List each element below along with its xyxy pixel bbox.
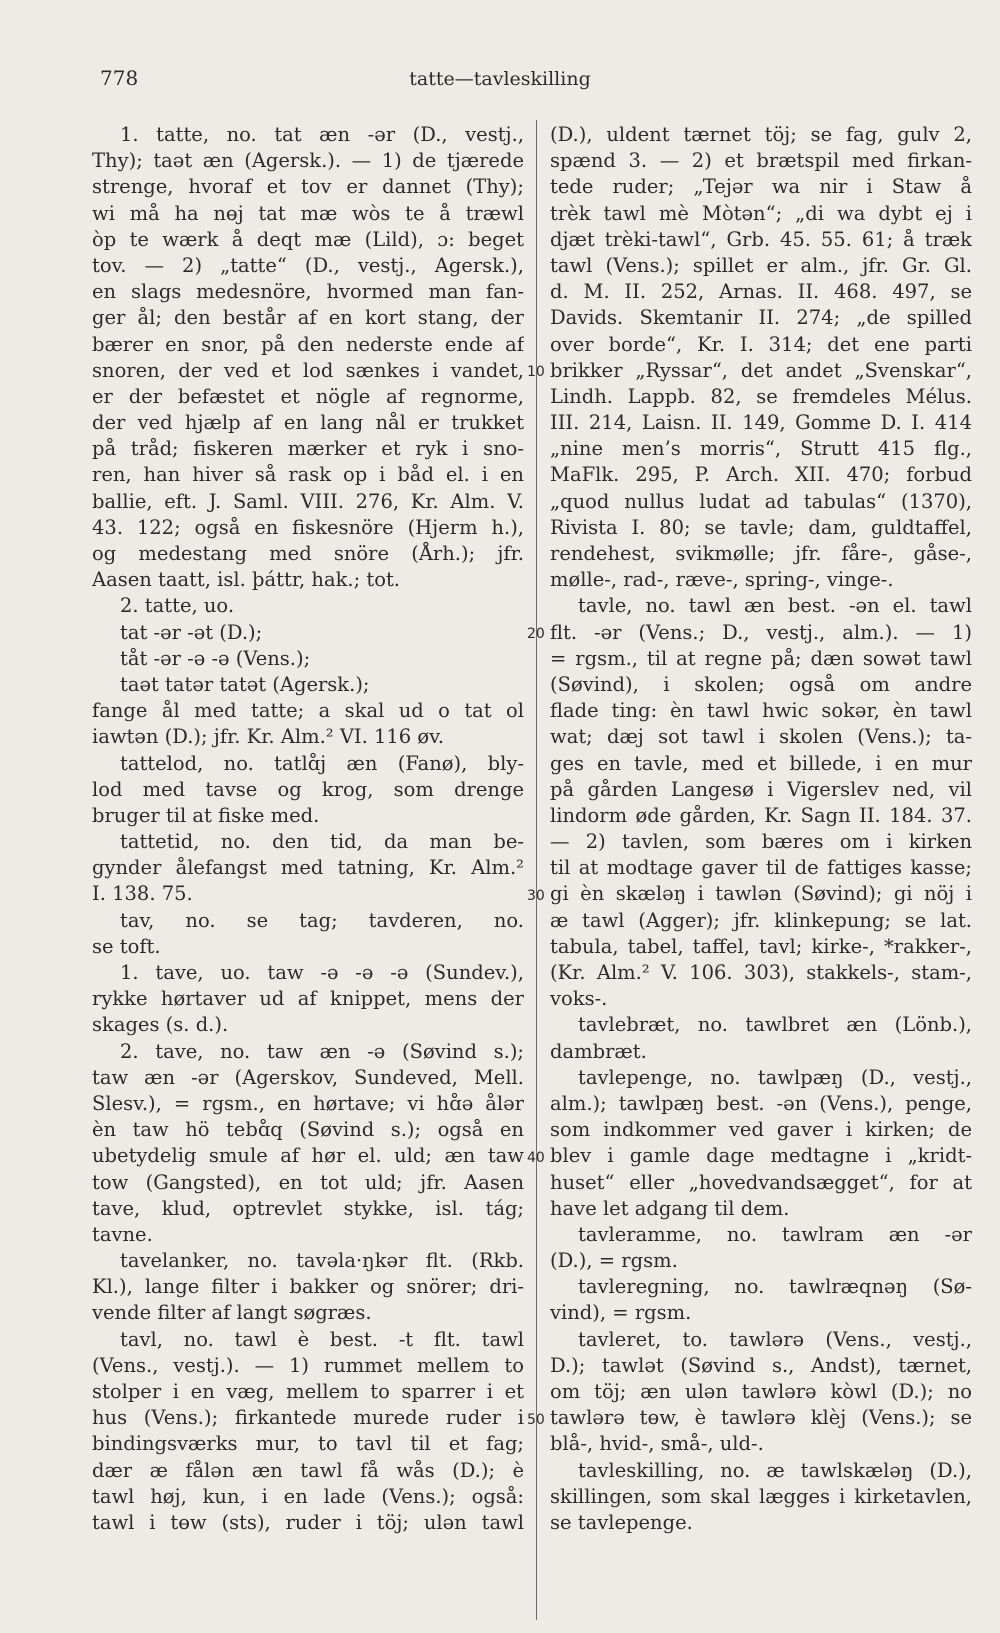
text-line: tattelod, no. tatlɑ̊j æn (Fanø), bly- [120, 751, 524, 775]
text-line: vende filter af langt søgræs. [92, 1301, 372, 1325]
text-line: tov. — 2) „tatte“ (D., vestj., Agersk.), [92, 253, 524, 277]
text-line: èn taw hö tebɑ̊q (Søvind s.); også en [92, 1118, 524, 1142]
text-line: Lindh. Lappb. 82, se fremdeles Mélus. [550, 384, 972, 408]
text-line: tavlebræt, no. tawlbret æn (Lönb.), [578, 1013, 972, 1037]
text-line: „quod nullus ludat ad tabulas“ (1370), [550, 489, 972, 513]
text-line: djæt trèki-tawl“, Grb. 45. 55. 61; å træk [550, 227, 972, 251]
text-line: MaFlk. 295, P. Arch. XII. 470; forbud [550, 463, 972, 487]
text-line: 43. 122; også en fiskesnöre (Hjerm h.), [92, 515, 524, 539]
text-line: tavlepenge, no. tawlpæŋ (D., vestj., [578, 1065, 972, 1089]
text-line: blå-, hvid-, små-, uld-. [550, 1432, 764, 1456]
line-number: 20 [527, 625, 545, 642]
text-line: ren, han hiver så rask op i båd el. i en [92, 463, 524, 487]
text-line: dambræt. [550, 1039, 647, 1063]
text-line: I. 138. 75. [92, 882, 193, 906]
text-line: skages (s. d.). [92, 1013, 229, 1037]
text-line: skillingen, som skal lægges i kirketavlen, [550, 1484, 972, 1508]
text-line: ges en tavle, med et billede, i en mur [550, 751, 972, 775]
text-line: tavelanker, no. tavəla·ŋkər flt. (Rkb. [120, 1249, 524, 1273]
text-line: se toft. [92, 934, 161, 958]
text-line: òp te wærk å deqt mæ (Lild), ɔ: beget [92, 227, 524, 251]
text-line: en slags medesnöre, hvormed man fan- [92, 280, 524, 304]
text-line: huset“ eller „hovedvandsægget“, for at [550, 1170, 972, 1194]
text-line: tavl, no. tawl è best. -t flt. tawl [120, 1327, 524, 1351]
line-number: 30 [527, 887, 545, 904]
text-line: og medestang med snöre (Årh.); jfr. [92, 542, 524, 565]
text-line: hus (Vens.); firkantede murede ruder i [92, 1406, 524, 1430]
text-line: III. 214, Laisn. II. 149, Gomme D. I. 414 [550, 411, 972, 435]
text-line: wat; dæj sot tawl i skolen (Vens.); ta- [550, 725, 972, 749]
text-line: er der befæstet et nögle af regnorme, [92, 384, 524, 408]
text-line: stolper i en væg, mellem to sparrer i et [92, 1380, 524, 1403]
text-line: tavleret, to. tawlərə (Vens., vestj., [578, 1327, 972, 1351]
text-line: tawl høj, kun, i en lade (Vens.); også: [92, 1484, 524, 1508]
text-line: ger ål; den består af en kort stang, der [92, 306, 524, 330]
page-number: 778 [100, 66, 139, 90]
text-line: iawtən (D.); jfr. Kr. Alm.² VI. 116 øv. [92, 725, 445, 749]
text-line: tavle, no. tawl æn best. -ən el. tawl [578, 594, 972, 618]
text-line: (Vens., vestj.). — 1) rummet mellem to [92, 1353, 524, 1377]
text-line: lindorm øde gården, Kr. Sagn II. 184. 37. [550, 803, 972, 827]
text-line: = rgsm., til at regne på; dæn sowət tawl [550, 646, 972, 670]
text-line: taw æn -ər (Agerskov, Sundeved, Mell. [92, 1065, 524, 1089]
left-column [92, 122, 524, 1536]
text-line: Thy); taət æn (Agersk.). — 1) de tjærede [92, 149, 524, 173]
text-line: lod med tavse og krog, som drenge [92, 777, 524, 801]
text-line: tavne. [92, 1222, 153, 1246]
text-line: (Søvind), i skolen; også om andre [550, 672, 972, 696]
text-line: mølle-, rad-, ræve-, spring-, vinge-. [550, 568, 894, 592]
text-line: (Kr. Alm.² V. 106. 303), stakkels-, stam-, [550, 961, 972, 984]
text-line: rendehest, svikmølle; jfr. fåre-, gåse-, [550, 542, 972, 565]
text-line: voks-. [550, 987, 608, 1011]
text-line: spænd 3. — 2) et brætspil med firkan- [550, 149, 972, 173]
text-line: tavleramme, no. tawlram æn -ər [578, 1222, 972, 1246]
text-line: tattetid, no. den tid, da man be- [120, 830, 524, 854]
text-line: tat -ər -ət (D.); [120, 620, 263, 644]
text-line: „nine men’s morris“, Strutt 415 flg., [550, 437, 972, 461]
text-line: som indkommer ved gaver i kirken; de [550, 1118, 972, 1142]
text-line: tow (Gangsted), en tot uld; jfr. Aasen [92, 1170, 524, 1194]
text-line: — 2) tavlen, som bæres om i kirken [550, 830, 972, 854]
text-line: tawl (Vens.); spillet er alm., jfr. Gr. Gl. [550, 253, 972, 277]
text-line: æ tawl (Agger); jfr. klinkepung; se lat. [550, 908, 972, 932]
text-line: alm.); tawlpæŋ best. -ən (Vens.), penge, [550, 1091, 972, 1115]
text-line: der ved hjælp af en lang nål er trukket [92, 411, 524, 435]
line-number: 10 [527, 363, 545, 380]
text-line: tav, no. se tag; tavderen, no. [120, 908, 524, 932]
text-line: tawlərə tɵw, è tawlərə klèj (Vens.); se [550, 1406, 972, 1430]
text-line: flade ting: èn tawl hwic sokər, èn tawl [550, 699, 972, 723]
column-divider [536, 120, 537, 1620]
text-line: gynder ålefangst med tatning, Kr. Alm.² [92, 856, 524, 880]
text-line: taət tatər tatət (Agersk.); [120, 672, 370, 696]
text-line: på gården Langesø i Vigerslev ned, vil [550, 777, 972, 801]
text-line: D.); tawlət (Søvind s., Andst), tærnet, [550, 1353, 972, 1377]
text-line: vind), = rgsm. [550, 1301, 692, 1325]
text-line: om töj; æn ulən tawlərə kòwl (D.); no [550, 1380, 972, 1403]
text-line: tåt -ər -ə -ə (Vens.); [120, 646, 311, 670]
text-line: flt. -ər (Vens.; D., vestj., alm.). — 1) [550, 620, 972, 644]
text-line: på tråd; fiskeren mærker et ryk i sno- [92, 437, 524, 461]
text-line: Rivista I. 80; se tavle; dam, guldtaffel, [550, 515, 972, 539]
text-line: rykke hørtaver ud af knippet, mens der [92, 987, 524, 1011]
text-line: over borde“, Kr. I. 314; det ene parti [550, 332, 972, 356]
page-header [0, 66, 1000, 96]
text-line: (D.), = rgsm. [550, 1249, 678, 1273]
text-line: d. M. II. 252, Arnas. II. 468. 497, se [550, 280, 972, 304]
text-line: 2. tatte, uo. [120, 594, 235, 618]
text-line: ubetydelig smule af hør el. uld; æn taw [92, 1144, 524, 1168]
text-line: tabula, tabel, taffel, tavl; kirke-, *rakker-, [550, 934, 972, 958]
text-line: Kl.), lange filter i bakker og snörer; dri- [92, 1275, 524, 1299]
text-line: strenge, hvoraf et tov er dannet (Thy); [92, 175, 524, 199]
text-line: brikker „Ryssar“, det andet „Svenskar“, [550, 358, 972, 382]
line-number: 40 [527, 1149, 545, 1166]
text-line: tede ruder; „Tejər wa nir i Staw å [550, 175, 972, 199]
text-line: 1. tatte, no. tat æn -ər (D., vestj., [120, 123, 524, 146]
text-line: blev i gamle dage medtagne i „kridt- [550, 1144, 972, 1168]
text-line: snoren, der ved et lod sænkes i vandet, [92, 358, 524, 382]
text-line: tavleskilling, no. æ tawlskæləŋ (D.), [578, 1458, 972, 1482]
text-line: Aasen taatt, isl. þáttr, hak.; tot. [92, 568, 400, 592]
text-line: 2. tave, no. taw æn -ə (Søvind s.); [120, 1039, 524, 1063]
text-line: til at modtage gaver til de fattiges kasse; [550, 856, 972, 880]
text-line: se tavlepenge. [550, 1510, 693, 1534]
text-line: wi må ha nɵj tat mæ wòs te å træwl [92, 201, 524, 225]
text-line: bruger til at fiske med. [92, 803, 320, 827]
text-line: Davids. Skemtanir II. 274; „de spilled [550, 306, 972, 330]
text-line: gi èn skæləŋ i tawlən (Søvind); gi nöj i [550, 882, 972, 906]
running-head: tatte—tavleskilling [409, 68, 591, 90]
text-line: tave, klud, optrevlet stykke, isl. tág; [92, 1196, 524, 1220]
text-line: 1. tave, uo. taw -ə -ə -ə (Sundev.), [120, 961, 524, 984]
text-line: bærer en snor, på den nederste ende af [92, 332, 524, 356]
text-line: tawl i tɵw (sts), ruder i töj; ulən tawl [92, 1510, 524, 1534]
line-number: 50 [527, 1411, 545, 1428]
text-line: trèk tawl mè Mòtən“; „di wa dybt ej i [550, 201, 972, 225]
text-line: dær æ fålən æn tawl få wås (D.); è [92, 1458, 524, 1482]
text-line: fange ål med tatte; a skal ud o tat ol [92, 699, 524, 723]
right-column [550, 122, 972, 1536]
text-line: ballie, eft. J. Saml. VIII. 276, Kr. Alm. V. [92, 489, 524, 513]
text-line: tavleregning, no. tawlræqnəŋ (Sø- [578, 1275, 972, 1299]
text-line: (D.), uldent tærnet töj; se fag, gulv 2, [550, 123, 972, 146]
text-line: have let adgang til dem. [550, 1196, 790, 1220]
text-line: bindingsværks mur, to tavl til et fag; [92, 1432, 524, 1456]
text-line: Slesv.), = rgsm., en hørtave; vi hɑ̊ə ålər [92, 1091, 524, 1115]
